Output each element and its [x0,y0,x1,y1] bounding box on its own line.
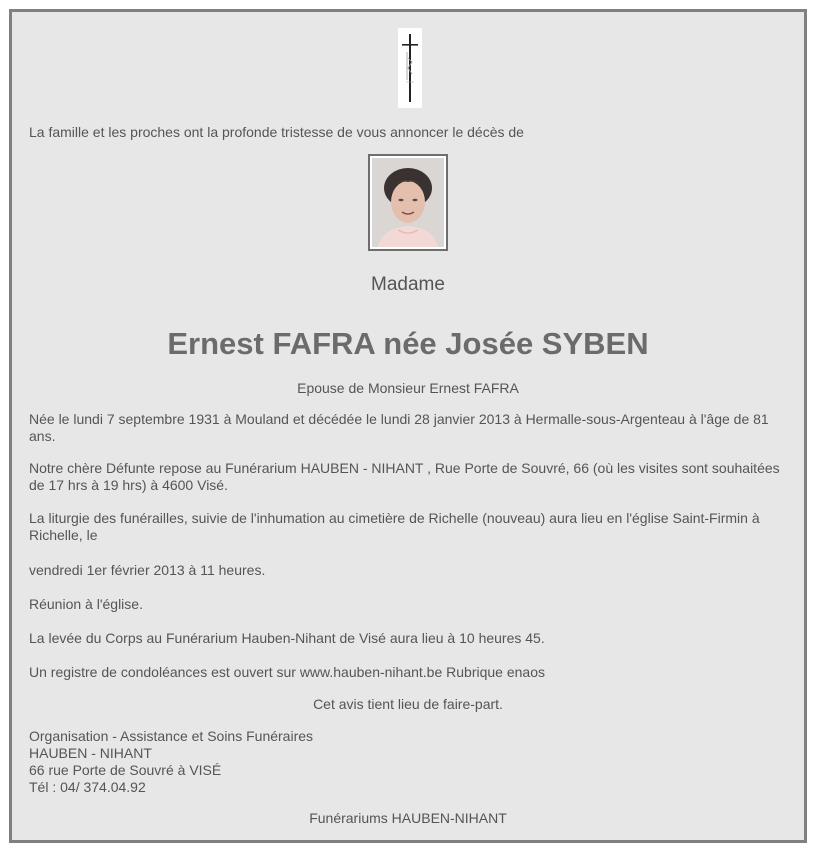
organisation-line: Organisation - Assistance et Soins Funéraires [29,728,314,744]
rest-place-paragraph: Notre chère Défunte repose au Funérarium HAUBEN - NIHANT , Rue Porte de Souvré, 66 (où les visites sont souhaitées de 17 hrs à 19 hrs) à 4600 Visé. [29,460,780,493]
ceremony-date: vendredi 1er février 2013 à 11 heures. [29,562,266,578]
liturgy-paragraph: La liturgie des funérailles, suivie de l'inhumation au cimetière de Richelle (nouveau) aura lieu en l'église Saint-Firmin à Richelle, le [29,510,760,543]
meeting-paragraph: Réunion à l'église. [29,596,143,612]
organisation-block [29,728,313,796]
organisation-address: 66 rue Porte de Souvré à VISÉ [29,762,222,778]
departure-paragraph: La levée du Corps au Funérarium Hauben-Nihant de Visé aura lieu à 10 heures 45. [29,630,545,646]
salutation: Madame [371,274,445,295]
organisation-name: HAUBEN - NIHANT [29,745,152,761]
organisation-phone: Tél : 04/ 374.04.92 [29,779,146,795]
spouse-line: Epouse de Monsieur Ernest FAFRA [297,380,519,396]
deceased-name: Ernest FAFRA née Josée SYBEN [167,326,649,361]
intro-text: La famille et les proches ont la profonde tristesse de vous annoncer le décès de [29,124,524,140]
cross-icon [398,28,422,108]
condolences-paragraph: Un registre de condoléances est ouvert sur www.hauben-nihant.be Rubrique enaos [29,664,545,680]
obituary-card [9,9,807,843]
faire-part-note: Cet avis tient lieu de faire-part. [313,696,503,712]
footer-text: Funérariums HAUBEN-NIHANT [309,810,507,826]
birth-death-paragraph: Née le lundi 7 septembre 1931 à Mouland et décédée le lundi 28 janvier 2013 à Hermalle-sous-Argenteau à l'âge de 81 ans. [29,411,769,444]
portrait-photo [368,154,448,251]
